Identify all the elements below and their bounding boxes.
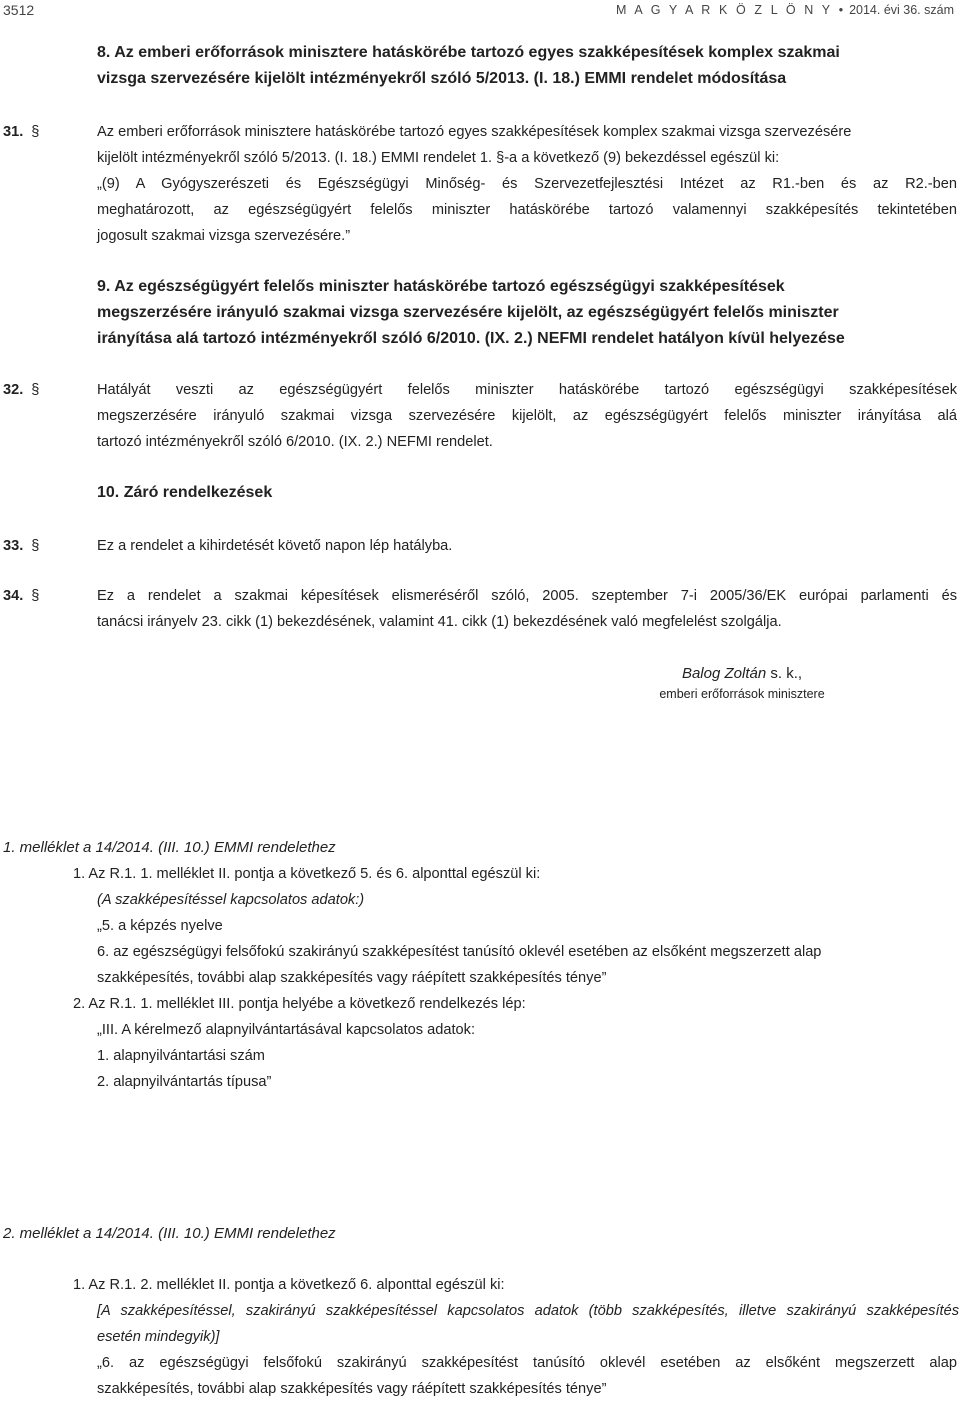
section-32-number: 32. § [3,382,40,398]
text-line: meghatározott, az egészségügyért felelős miniszter hatáskörébe tartozó valamennyi szakképesítés tekintetében [97,202,957,218]
chapter-9-title-line: megszerzésére irányuló szakmai vizsga szervezésére kijelölt, az egészségügyért felelős miniszter [97,304,839,321]
text-line: jogosult szakmai vizsga szervezésére.” [97,228,351,244]
chapter-9-title [97,274,957,352]
masthead [616,3,954,17]
annex-1-item: „III. A kérelmező alapnyilvántartásával kapcsolatos adatok: [97,1022,476,1038]
annex-2-item: „6. az egészségügyi felsőfokú szakirányú szakképesítést tanúsító oklevél esetében az elsőként megszerzett alap [97,1355,957,1371]
section-33-body [97,533,957,559]
paragraph-mark: § [31,124,40,140]
chapter-10-title: 10. Záró rendelkezések [97,484,273,501]
annex-1-item: 2. alapnyilvántartás típusa” [97,1074,272,1090]
paragraph-mark: § [31,588,40,604]
annex-2-item: esetén mindegyik)] [97,1329,220,1345]
text-line: „(9) A Gyógyszerészeti és Egészségügyi Minőség- és Szervezetfejlesztési Intézet az R1.-ben és az R2.-ben [97,176,957,192]
chapter-8-title-line: 8. Az emberi erőforrások minisztere hatáskörébe tartozó egyes szakképesítések komplex szakmai [97,44,840,61]
annex-2-item: szakképesítés, további alap szakképesítés vagy ráépített szakképesítés ténye” [97,1381,607,1397]
text-line: kijelölt intézményekről szóló 5/2013. (I. 18.) EMMI rendelet 1. §-a a következő (9) bekezdéssel egészül ki: [97,150,780,166]
annex-1-item: 6. az egészségügyi felsőfokú szakirányú szakképesítést tanúsító oklevél esetében az elsőként megszerzett alap [97,944,822,960]
text-line: megszerzésére irányuló szakmai vizsga szervezésére kijelölt, az egészségügyért felelős miniszter irányítása alá [97,408,957,424]
section-34-number: 34. § [3,588,40,604]
text-line: tartozó intézményekről szóló 6/2010. (IX. 2.) NEFMI rendelet. [97,434,493,450]
issue-label: 2014. évi 36. szám [849,3,954,17]
page-number: 3512 [3,2,35,18]
text-line: Az emberi erőforrások minisztere hatáskörébe tartozó egyes szakképesítések komplex szakmai vizsga szervezésére [97,124,852,140]
annex-2-title: 2. melléklet a 14/2014. (III. 10.) EMMI rendelethez [3,1225,336,1242]
annex-1-item: (A szakképesítéssel kapcsolatos adatok:) [97,892,365,908]
annex-2-item: 1. Az R.1. 2. melléklet II. pontja a következő 6. alponttal egészül ki: [73,1277,505,1293]
annex-2-item: [A szakképesítéssel, szakirányú szakképesítéssel kapcsolatos adatok (több szakképesítés, illetve szakirányú szakképesítés [97,1303,959,1319]
signatory-name: Balog Zoltán [681,665,767,682]
text-line: Hatályát veszti az egészségügyért felelős miniszter hatáskörébe tartozó egészségügyi szakképesítések [97,382,957,398]
annex-1-item: 1. alapnyilvántartási szám [97,1048,265,1064]
chapter-8-title [97,40,957,92]
section-32-body [97,377,957,455]
annex-1-item: „5. a képzés nyelve [97,918,223,934]
annex-1-item: 1. Az R.1. 1. melléklet II. pontja a következő 5. és 6. alponttal egészül ki: [73,866,541,882]
masthead-bullet: • [838,3,844,17]
annex-1-title: 1. melléklet a 14/2014. (III. 10.) EMMI rendelethez [3,839,336,856]
section-33-number: 33. § [3,538,40,554]
section-31-number: 31. § [3,124,40,140]
section-34-body [97,583,957,635]
text-line: Ez a rendelet a szakmai képesítések elismeréséről szóló, 2005. szeptember 7-i 2005/36/EK európai parlamenti és [97,588,957,604]
publication-title: M A G Y A R K Ö Z L Ö N Y [616,3,833,17]
text-line: tanácsi irányelv 23. cikk (1) bekezdésének, valamint 41. cikk (1) bekezdésének való megfelelést szolgálja. [97,614,782,630]
chapter-9-title-line: 9. Az egészségügyért felelős miniszter hatáskörébe tartozó egészségügyi szakképesítések [97,278,785,295]
chapter-9-title-line: irányítása alá tartozó intézményekről szóló 6/2010. (IX. 2.) NEFMI rendelet hatályon kívül helyezése [97,330,845,347]
signature-suffix: s. k., [766,665,803,682]
section-31-body [97,119,957,249]
text-line: Ez a rendelet a kihirdetését követő napon lép hatályba. [97,538,453,554]
annex-1-item: 2. Az R.1. 1. melléklet III. pontja helyébe a következő rendelkezés lép: [73,996,526,1012]
signatory-role: emberi erőforrások minisztere [659,687,825,701]
paragraph-mark: § [31,538,40,554]
paragraph-mark: § [31,382,40,398]
chapter-8-title-line: vizsga szervezésére kijelölt intézményekről szóló 5/2013. (I. 18.) EMMI rendelet módosítása [97,70,787,87]
annex-1-item: szakképesítés, további alap szakképesítés vagy ráépített szakképesítés ténye” [97,970,607,986]
